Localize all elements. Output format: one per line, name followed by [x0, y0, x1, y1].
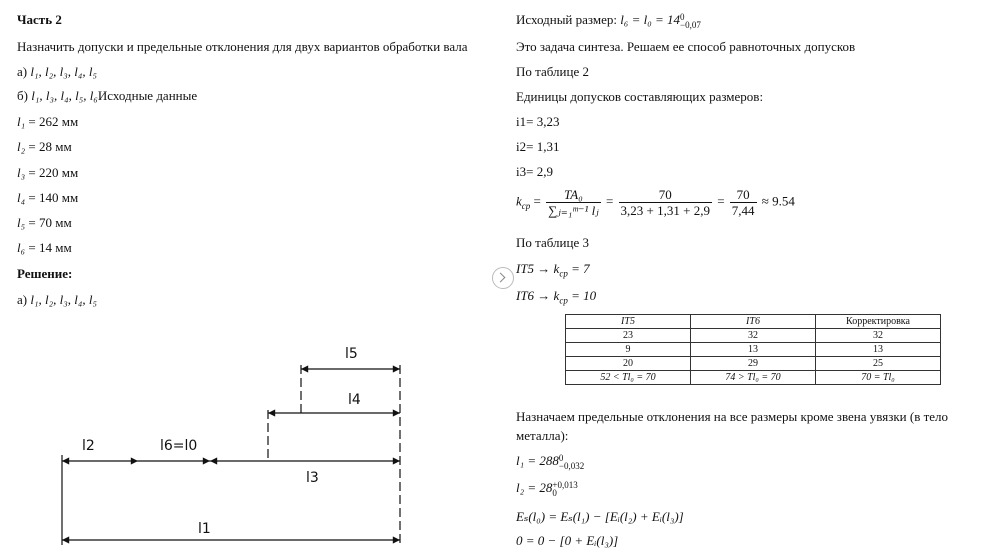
label-l2: l2	[82, 438, 95, 454]
table-header: Корректировка	[816, 315, 941, 329]
table-cell: 74 > Tl₀ = 70	[691, 371, 816, 385]
table-cell: 70 = Tl₀	[816, 371, 941, 385]
table-row	[566, 371, 941, 385]
table-header-row	[566, 315, 941, 329]
table-cell: 23	[566, 329, 691, 343]
dim-l5: l₅ = 70 мм	[17, 215, 72, 230]
it6-line: $IT6 \to k_{cp} = 10$	[516, 288, 597, 306]
label-l1: l1	[198, 521, 211, 537]
kcp-formula: $k_{cp}$ = $\frac{\text{TA₀}}{\text{∑ⱼ₌₁ᵐ⁻¹ lⱼ}}$ = $\frac{70}{3,23 + 1,31 + 2,9}$ = $\frac{70}{7,44}$ ≈ 9.54	[516, 187, 795, 218]
table2-ref: По таблице 2	[516, 64, 589, 79]
table-row	[566, 329, 941, 343]
last-equation: 0 = 0 − [0 + Eᵢ(l₃)]	[516, 533, 619, 548]
table-cell: 13	[816, 343, 941, 357]
table-row	[566, 343, 941, 357]
task-text: Назначить допуски и предельные отклонения для двух вариантов обработки вала	[17, 39, 468, 54]
es-equation: Eₛ(l₀) = Eₛ(l₁) − [Eᵢ(l₂) + Eᵢ(l₃)]	[516, 509, 684, 524]
label-l3: l3	[306, 470, 319, 486]
table-cell: 32	[691, 329, 816, 343]
dim-l4: l₄ = 140 мм	[17, 190, 79, 205]
section-heading: Часть 2	[17, 12, 62, 27]
dim-l2: l₂ = 28 мм	[17, 139, 72, 154]
table-cell: 52 < Tl₀ = 70	[566, 371, 691, 385]
source-size: Исходный размер: l₆ = l₀ = 14 0 −0,07	[516, 12, 701, 31]
dim-l6: l₆ = 14 мм	[17, 240, 72, 255]
table3-ref: По таблице 3	[516, 235, 589, 250]
unit-i2: i2= 1,31	[516, 139, 560, 154]
units-title: Единицы допусков составляющих размеров:	[516, 89, 764, 104]
table-header: IT6	[691, 315, 816, 329]
assign-text-2: металла):	[516, 428, 569, 443]
unit-i3: i3= 2,9	[516, 164, 553, 179]
synthesis-text: Это задача синтеза. Решаем ее способ равноточных допусков	[516, 39, 856, 54]
table-cell: 25	[816, 357, 941, 371]
table-cell: 20	[566, 357, 691, 371]
table-header: IT5	[566, 315, 691, 329]
dim-l3: l₃ = 220 мм	[17, 165, 79, 180]
table-row	[566, 357, 941, 371]
assign-text: Назначаем предельные отклонения на все размеры кроме звена увязки (в тело	[516, 409, 949, 424]
tolerance-table	[565, 314, 941, 385]
dim-l1: l₁ = 262 мм	[17, 114, 79, 129]
table-cell: 9	[566, 343, 691, 357]
label-l4: l4	[348, 392, 361, 408]
l1-deviation: l₁ = 288 0 −0,032	[516, 453, 585, 472]
scroll-arrow-icon[interactable]	[492, 267, 514, 289]
variant-a: а) l₁, l₂, l₃, l₄, l₅	[17, 64, 98, 79]
label-l5: l5	[345, 346, 358, 362]
l2-deviation: l₂ = 28 +0,013 0	[516, 480, 578, 499]
table-cell: 13	[691, 343, 816, 357]
table-cell: 32	[816, 329, 941, 343]
solution-variant-a: а) l₁, l₂, l₃, l₄, l₅	[17, 292, 98, 307]
table-cell: 29	[691, 357, 816, 371]
variant-b: б) l₁, l₃, l₄, l₅, l₆Исходные данные	[17, 88, 198, 103]
label-l6: l6=l0	[160, 438, 198, 454]
it5-line: $IT5 \to k_{cp} = 7$	[516, 261, 590, 279]
right-column	[500, 0, 1000, 557]
solution-heading: Решение:	[17, 266, 73, 281]
unit-i1: i1= 3,23	[516, 114, 560, 129]
